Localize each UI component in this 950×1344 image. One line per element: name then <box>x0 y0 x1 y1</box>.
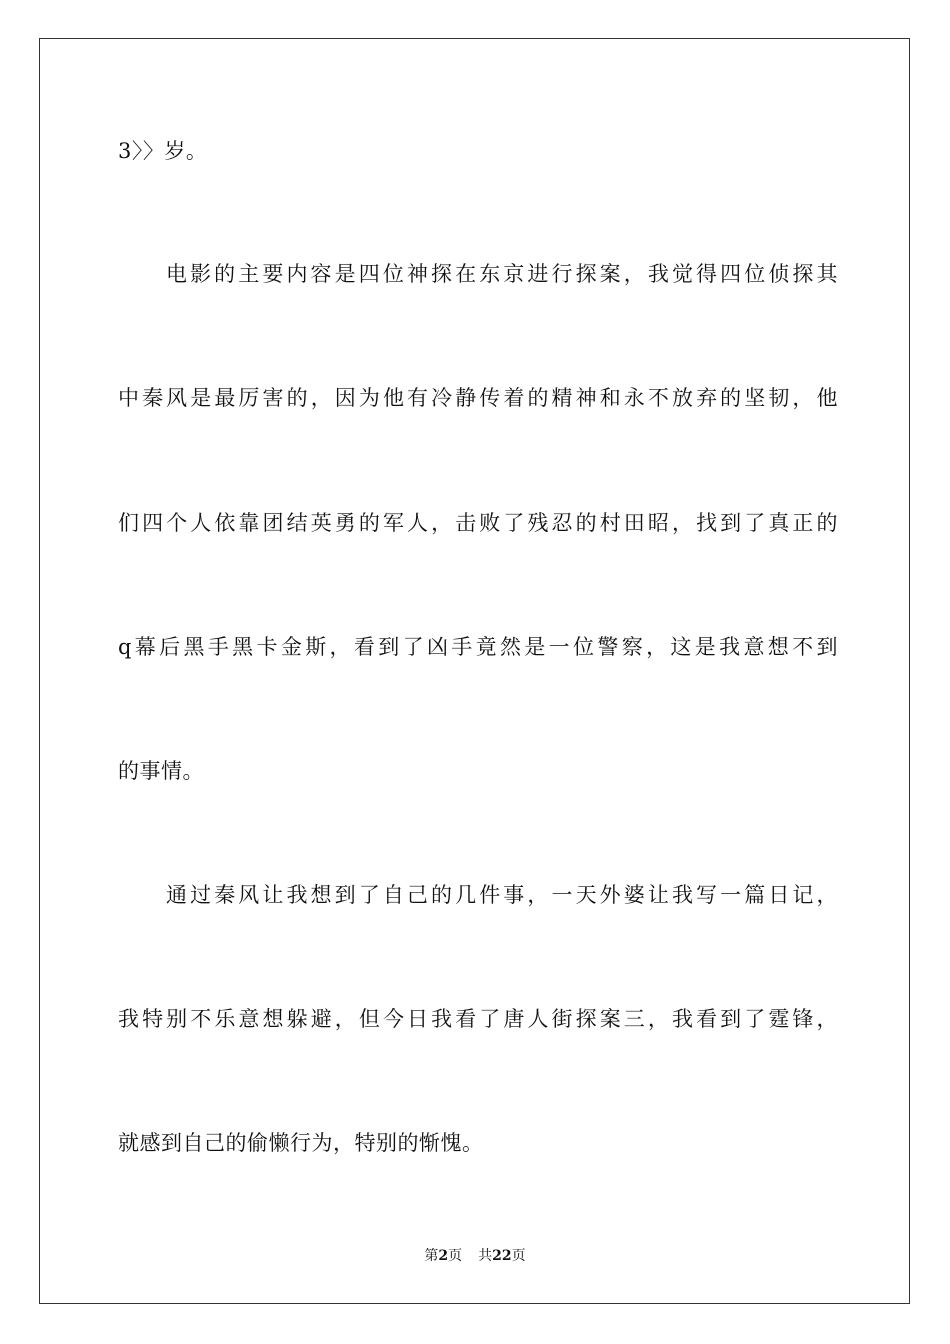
text-line-6: 的事情。 <box>118 759 204 783</box>
total-suffix: 页 <box>511 1248 526 1264</box>
page-border <box>39 38 910 1304</box>
page-suffix: 页 <box>448 1248 463 1264</box>
total-prefix: 共 <box>478 1248 493 1264</box>
text-line-1: 3〉〉岁。 <box>118 139 208 163</box>
text-line-7: 通过秦风让我想到了自己的几件事，一天外婆让我写一篇日记， <box>166 883 838 907</box>
text-line-3: 中秦风是最厉害的，因为他有冷静传着的精神和永不放弃的坚韧，他 <box>118 386 838 410</box>
text-line-8: 我特别不乐意想躲避，但今日我看了唐人街探案三，我看到了霆锋， <box>118 1007 838 1031</box>
page-footer <box>0 1246 950 1266</box>
text-line-4: 们四个人依靠团结英勇的军人，击败了残忍的村田昭，找到了真正的 <box>118 511 838 535</box>
text-line-2: 电影的主要内容是四位神探在东京进行探案，我觉得四位侦探其 <box>166 262 838 286</box>
page-number: 2 <box>438 1248 449 1264</box>
total-pages: 22 <box>492 1248 512 1264</box>
page-prefix: 第 <box>424 1248 439 1264</box>
text-line-5: q幕后黑手黑卡金斯，看到了凶手竟然是一位警察，这是我意想不到 <box>118 635 838 659</box>
text-line-9: 就感到自己的偷懒行为，特别的惭愧。 <box>118 1131 484 1155</box>
